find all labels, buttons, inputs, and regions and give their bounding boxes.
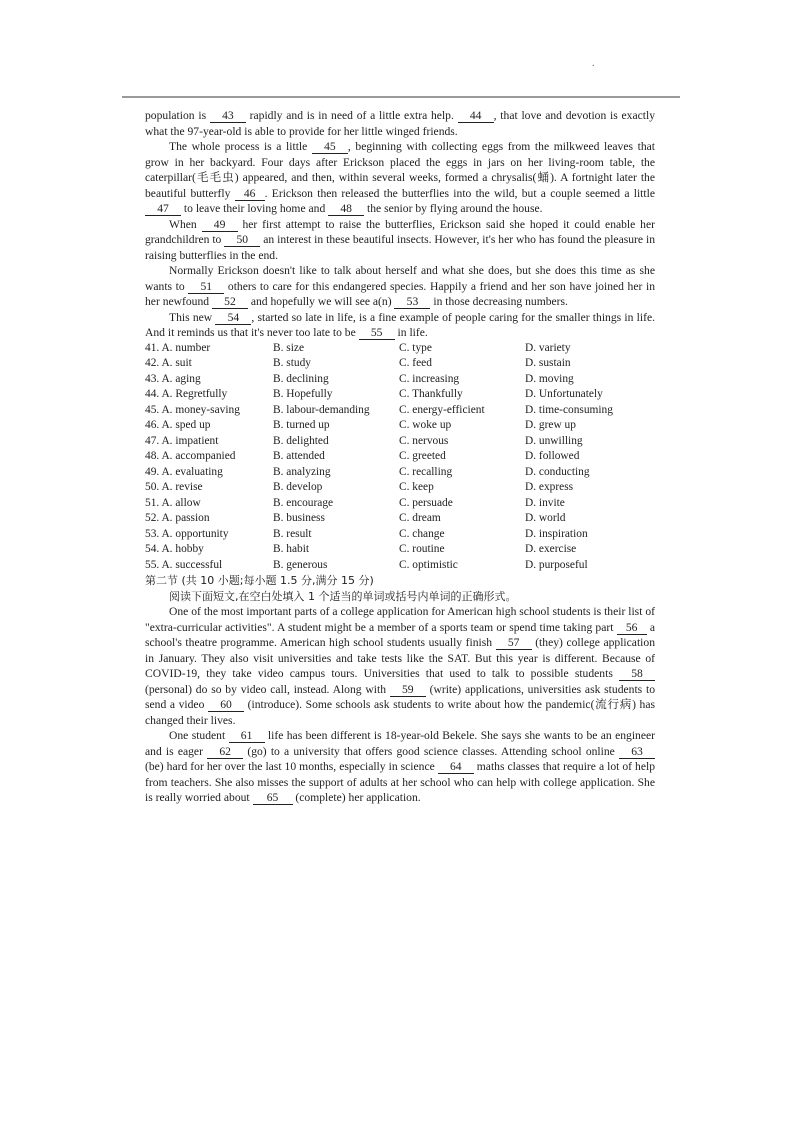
options-row [145,387,655,403]
options-row [145,480,655,496]
option-c[interactable]: C. dream [399,512,441,524]
option-a[interactable]: 49. A. evaluating [145,465,223,478]
option-a[interactable]: 43. A. aging [145,372,201,385]
option-c[interactable]: C. feed [399,357,432,369]
exam-page [145,108,655,806]
option-b[interactable]: B. labour-demanding [273,403,370,416]
option-d[interactable]: D. grew up [525,419,576,431]
blank-46[interactable]: 46 [235,187,265,201]
option-a[interactable]: 55. A. successful [145,558,223,571]
option-b[interactable]: B. study [273,357,311,369]
option-a[interactable]: 54. A. hobby [145,543,204,555]
blank-52[interactable]: 52 [212,295,248,309]
blank-51[interactable]: 51 [188,280,224,294]
blank-60[interactable]: 60 [208,698,244,712]
blank-55[interactable]: 55 [359,326,395,340]
section-heading: 第二节 (共 10 小题;每小题 1.5 分,满分 15 分) [145,574,374,587]
blank-57[interactable]: 57 [496,636,532,650]
options-row [145,465,655,481]
option-d[interactable]: D. followed [525,450,580,462]
blank-43[interactable]: 43 [210,109,246,123]
blank-45[interactable]: 45 [312,140,348,154]
option-c[interactable]: C. type [399,341,432,354]
option-c[interactable]: C. change [399,527,445,540]
options-row [145,527,655,543]
option-b[interactable]: B. habit [273,543,310,555]
option-c[interactable]: C. keep [399,481,434,493]
paragraph: population is 43 rapidly and is in need of a little extra help. 44 , that love and devotion is exactly what the 97-year-old is able to provide for her little winged friends. [145,109,656,138]
option-b[interactable]: B. generous [273,558,328,571]
option-a[interactable]: 47. A. impatient [145,434,219,447]
option-a[interactable]: 44. A. Regretfully [145,388,228,400]
option-a[interactable]: 45. A. money-saving [145,403,240,416]
blank-58[interactable]: 58 [619,667,655,681]
blank-53[interactable]: 53 [394,295,430,309]
paragraph: When 49 her first attempt to raise the butterflies, Erickson said she hoped it could enable her grandchildren to 50 an interest in these beautiful insects. However, it's her who has found the pleasure in raising butterflies in the end. [145,217,655,262]
option-d[interactable]: D. inspiration [525,527,588,540]
paragraph: One student 61 life has been different is 18-year-old Bekele. She says she wants to be an engineer and is eager 62 (go) to a university that offers good science classes. Attending school online 63 (be) hard for her over the last 10 months, especially in science 64 maths classes that require a lot of help from teachers. She also misses the support of adults at her school who can help with college application. She is really worried about 65 (complete) her application. [145,729,655,804]
option-c[interactable]: C. optimistic [399,558,458,571]
option-b[interactable]: B. analyzing [273,465,331,478]
option-b[interactable]: B. develop [273,481,323,493]
option-c[interactable]: C. increasing [399,372,460,385]
option-b[interactable]: B. Hopefully [273,388,333,400]
grammar-passage [145,604,655,806]
header-rule [122,96,680,98]
option-b[interactable]: B. encourage [273,496,334,509]
blank-48[interactable]: 48 [328,202,364,216]
option-a[interactable]: 53. A. opportunity [145,527,229,540]
option-d[interactable]: D. conducting [525,465,590,478]
options-row [145,496,655,512]
blank-62[interactable]: 62 [207,745,243,759]
cloze-passage [145,108,655,341]
blank-61[interactable]: 61 [229,729,265,743]
paragraph: The whole process is a little 45 , beginning with collecting eggs from the milkweed leaves that grow in her backyard. Four days after Erickson placed the eggs in jars on her living-room table, the caterpillar(毛毛虫) appeared, and then, within several weeks, formed a chrysalis(蛹). A fortnight later the beautiful butterfly 46 . Erickson then released the butterflies into the wild, but a couple seemed a little 47 to leave their loving home and 48 the senior by flying around the house. [145,140,655,215]
options-row [145,558,655,574]
option-c[interactable]: C. woke up [399,419,452,431]
options-table [145,341,655,574]
options-row [145,434,655,450]
option-c[interactable]: C. persuade [399,496,453,509]
option-b[interactable]: B. size [273,341,305,354]
option-a[interactable]: 46. A. sped up [145,419,211,431]
paragraph: Normally Erickson doesn't like to talk about herself and what she does, but she does this time as she wants to 51 others to care for this endangered species. Happily a friend and her son have joined her in her newfound 52 and hopefully we will see a(n) 53 in those decreasing numbers. [145,264,655,308]
option-d[interactable]: D. invite [525,496,565,509]
blank-65[interactable]: 65 [253,791,293,805]
option-b[interactable]: B. turned up [273,419,330,431]
option-d[interactable]: D. express [525,481,574,493]
option-a[interactable]: 50. A. revise [145,481,203,493]
blank-49[interactable]: 49 [202,218,238,232]
option-d[interactable]: D. moving [525,372,574,385]
option-d[interactable]: D. time-consuming [525,403,613,416]
option-c[interactable]: C. nervous [399,434,449,447]
options-row [145,372,655,388]
options-row [145,356,655,372]
option-a[interactable]: 51. A. allow [145,496,201,509]
blank-47[interactable]: 47 [145,202,181,216]
option-a[interactable]: 41. A. number [145,341,211,354]
option-d[interactable]: D. purposeful [525,558,588,571]
option-a[interactable]: 52. A. passion [145,512,210,524]
paragraph: This new 54 , started so late in life, is a fine example of people caring for the smaller things in life. And it reminds us that it's never too late to be 55 in life. [145,310,655,339]
options-row [145,418,655,434]
option-d[interactable]: D. sustain [525,357,571,369]
blank-50[interactable]: 50 [224,233,260,247]
option-c[interactable]: C. energy-efficient [399,403,485,416]
options-row [145,403,655,419]
option-d[interactable]: D. world [525,512,566,524]
options-row [145,449,655,465]
blank-63[interactable]: 63 [619,745,655,759]
option-b[interactable]: B. result [273,527,312,540]
options-row [145,341,655,357]
option-d[interactable]: D. unwilling [525,434,583,447]
option-a[interactable]: 48. A. accompanied [145,450,236,462]
option-c[interactable]: C. Thankfully [399,388,463,400]
blank-59[interactable]: 59 [390,683,426,697]
option-b[interactable]: B. declining [273,372,329,385]
blank-64[interactable]: 64 [438,760,474,774]
blank-56[interactable]: 56 [617,621,647,635]
blank-44[interactable]: 44 [458,109,494,123]
option-b[interactable]: B. delighted [273,434,329,447]
page-mark: . [592,58,595,69]
option-d[interactable]: D. variety [525,341,571,354]
option-d[interactable]: D. exercise [525,543,577,555]
section-instruction: 阅读下面短文,在空白处填入 1 个适当的单词或括号内单词的正确形式。 [169,589,517,603]
option-b[interactable]: B. business [273,512,325,524]
paragraph: One of the most important parts of a college application for American high school students is their list of "extra-curricular activities". A student might be a member of a sports team or spend time taking part 56 a school's theatre programme. American high school students usually finish 57 (they) college application in January. They also visit universities and take tests like the SAT. But this year is different. Because of COVID-19, they take video campus tours. Universities that used to talk to possible students 58 (personal) do so by video call, instead. Along with 59 (write) applications, universities ask students to send a video 60 (introduce). Some schools ask students to write about how the pandemic(流行病) has changed their lives. [145,605,655,727]
option-c[interactable]: C. greeted [399,450,446,462]
option-c[interactable]: C. routine [399,543,445,555]
option-d[interactable]: D. Unfortunately [525,388,603,400]
options-row [145,542,655,558]
option-c[interactable]: C. recalling [399,465,453,478]
option-a[interactable]: 42. A. suit [145,357,192,369]
options-row [145,511,655,527]
option-b[interactable]: B. attended [273,450,325,462]
blank-54[interactable]: 54 [215,311,251,325]
